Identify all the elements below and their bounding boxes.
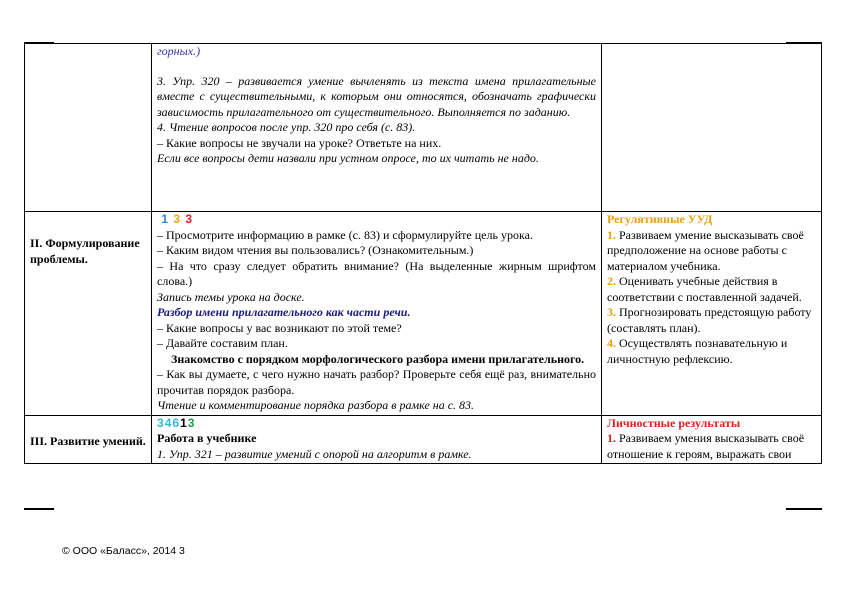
- text-line: 1. Упр. 321 – развитие умений с опорой на алгоритм в рамке.: [157, 446, 472, 461]
- table-row: [25, 212, 822, 416]
- text-line: Чтение и комментирование порядка разбора в рамке на с. 83.: [157, 398, 475, 412]
- section-heading: Работа в учебнике: [157, 431, 257, 445]
- number-badge: 1: [161, 212, 170, 226]
- number-badge: 1: [180, 415, 188, 430]
- stage-label: II. Формулирование проблемы.: [25, 212, 152, 416]
- item-text: Развиваем умения высказывать своё отношение к героям, выражать свои: [607, 431, 805, 461]
- item-text: Оценивать учебные действия в соответствии с поставленной задачей.: [607, 274, 802, 304]
- activity-cell: [152, 44, 602, 212]
- table-row: [25, 415, 822, 464]
- ability-numbers: [157, 212, 596, 228]
- result-cell: [602, 44, 822, 212]
- list-item: [607, 228, 816, 275]
- text-line: – Как вы думаете, с чего нужно начать разбор? Проверьте себя ещё раз, внимательно прочитав порядок разбора.: [157, 367, 596, 397]
- stage-label: III. Развитие умений.: [25, 415, 152, 464]
- item-number: 4.: [607, 336, 616, 350]
- item-number: 1.: [607, 227, 616, 242]
- text-line: – Просмотрите информацию в рамке (с. 83) и сформулируйте цель урока.: [157, 227, 533, 242]
- number-badge: 3: [173, 212, 182, 226]
- lesson-table: [24, 43, 822, 464]
- item-text: Развиваем умение высказывать своё предположение на основе работы с материалом учебника.: [607, 227, 804, 273]
- text-line: Запись темы урока на доске.: [157, 289, 305, 304]
- results-title: Личностные результаты: [607, 415, 741, 430]
- text-line: – Каким видом чтения вы пользовались? (Ознакомительным.): [157, 243, 474, 257]
- table-edge-mark: [24, 508, 54, 510]
- activity-cell: [152, 212, 602, 416]
- copyright-footer: © ООО «Баласс», 2014 3: [62, 545, 185, 557]
- item-text: Прогнозировать предстоящую работу (составлять план).: [607, 305, 812, 335]
- number-badge: 3: [157, 415, 165, 430]
- number-badge: 4: [164, 415, 173, 430]
- item-number: 1.: [607, 431, 616, 445]
- text-line: Разбор имени прилагательного как части речи.: [157, 305, 411, 319]
- number-badge: 3: [185, 212, 194, 226]
- text-line: – Давайте составим план.: [157, 336, 288, 350]
- text-line: – Какие вопросы не звучали на уроке? Ответьте на них.: [157, 135, 442, 150]
- table-row: [25, 44, 822, 212]
- list-item: [607, 274, 816, 305]
- table-edge-mark: [786, 508, 822, 510]
- table-edge-mark: [24, 42, 54, 44]
- result-cell: [602, 212, 822, 416]
- exercise-text: 3. Упр. 320 – развивается умение вычленять из текста имена прилагательные вместе с существительными, к которым они относятся, обозначать графически зависимость прилагательного от существительного. Выполняется по заданию.: [157, 73, 596, 119]
- number-badge: 6: [172, 415, 181, 430]
- item-number: 2.: [607, 274, 616, 288]
- text-line: Если все вопросы дети назвали при устном опросе, то их читать не надо.: [157, 151, 539, 165]
- uud-title: Регулятивные УУД: [607, 212, 713, 226]
- list-item: [607, 431, 816, 462]
- table-edge-mark: [786, 42, 822, 44]
- text-line: Знакомство с порядком морфологического разбора имени прилагательного.: [171, 351, 585, 366]
- result-cell: [602, 415, 822, 464]
- list-item: [607, 336, 816, 367]
- text-line: 4. Чтение вопросов после упр. 320 про себя (с. 83).: [157, 120, 416, 134]
- list-item: [607, 305, 816, 336]
- number-badge: 3: [187, 415, 196, 430]
- stage-cell: [25, 44, 152, 212]
- activity-cell: [152, 415, 602, 464]
- item-number: 3.: [607, 305, 616, 319]
- text-line: – Какие вопросы у вас возникают по этой теме?: [157, 320, 402, 335]
- text-line: – На что сразу следует обратить внимание? (На выделенные жирным шрифтом слова.): [157, 258, 596, 288]
- text-line: горных.): [157, 44, 201, 58]
- ability-numbers: [157, 416, 596, 432]
- item-text: Осуществлять познавательную и личностную рефлексию.: [607, 336, 788, 366]
